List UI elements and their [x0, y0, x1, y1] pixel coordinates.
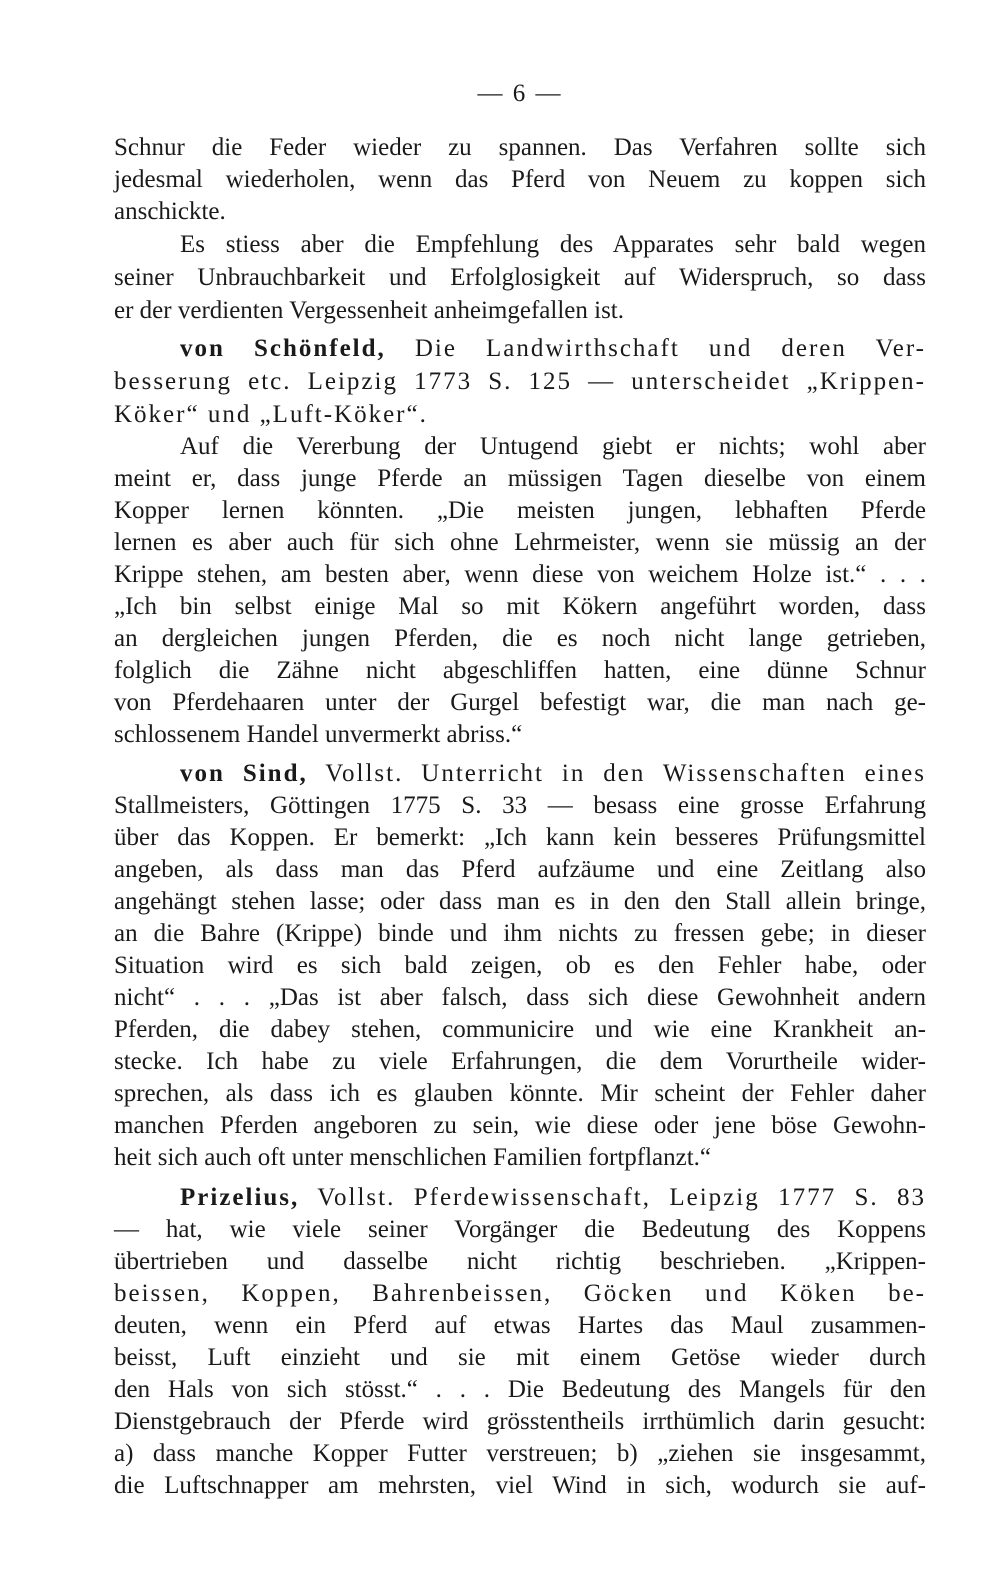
text-line: Situation wird es sich bald zeigen, ob es den Fehler habe, oder [114, 952, 926, 979]
text-line: Pferden, die dabey stehen, communicire und wie eine Krankheit an- [114, 1016, 926, 1043]
text-line: Stallmeisters, Göttingen 1775 S. 33 — besass eine grosse Erfahrung [114, 792, 926, 819]
text-line: seiner Unbrauchbarkeit und Erfolglosigkeit auf Widerspruch, so dass [114, 264, 926, 291]
text-line: übertrieben und dasselbe nicht richtig beschrieben. „Krippen- [114, 1248, 926, 1275]
text-line: „Ich bin selbst einige Mal so mit Kökern angeführt worden, dass [114, 593, 926, 620]
text-line: er der verdienten Vergessenheit anheimgefallen ist. [114, 297, 624, 324]
text-line: nicht“ . . . „Das ist aber falsch, dass sich diese Gewohnheit andern [114, 984, 926, 1011]
text-line: sprechen, als dass ich es glauben könnte. Mir scheint der Fehler daher [114, 1080, 926, 1107]
text-line-author-sind [180, 758, 926, 790]
author-name: von Schönfeld, [180, 335, 386, 362]
text-line: schlossenem Handel unvermerkt abriss.“ [114, 721, 523, 748]
text-line: deuten, wenn ein Pferd auf etwas Hartes das Maul zusammen- [114, 1312, 926, 1339]
text-line: Dienstgebrauch der Pferde wird grösstentheils irrthümlich darin gesucht: [114, 1408, 926, 1435]
citation-text: Die Landwirthschaft und deren Ver- [385, 335, 926, 362]
text-line: über das Koppen. Er bemerkt: „Ich kann kein besseres Prüfungsmittel [114, 824, 926, 851]
text-line: Kopper lernen könnten. „Die meisten jungen, lebhaften Pferde [114, 497, 926, 524]
text-line: lernen es aber auch für sich ohne Lehrmeister, wenn sie müssig an der [114, 529, 926, 556]
page-number: — 6 — [477, 80, 563, 107]
text-line-author-schoenfeld [180, 333, 926, 365]
text-line: anschickte. [114, 198, 226, 225]
text-line: jedesmal wiederholen, wenn das Pferd von Neuem zu koppen sich [114, 166, 926, 193]
text-line: angehängt stehen lasse; oder dass man es in den den Stall allein bringe, [114, 888, 926, 915]
text-line: Auf die Vererbung der Untugend giebt er nichts; wohl aber [180, 433, 926, 460]
text-line: Schnur die Feder wieder zu spannen. Das Verfahren sollte sich [114, 134, 926, 161]
text-line: von Pferdehaaren unter der Gurgel befestigt war, die man nach ge- [114, 689, 926, 716]
text-line: — hat, wie viele seiner Vorgänger die Bedeutung des Koppens [114, 1216, 926, 1243]
author-name: von Sind, [180, 760, 308, 787]
text-line: angeben, als dass man das Pferd aufzäume und eine Zeitlang also [114, 856, 926, 883]
author-name: Prizelius, [180, 1184, 300, 1211]
text-line: heit sich auch oft unter menschlichen Familien fortpflanzt.“ [114, 1144, 712, 1171]
citation-text: Vollst. Unterricht in den Wissenschaften eines [307, 760, 926, 787]
text-line: Es stiess aber die Empfehlung des Apparates sehr bald wegen [180, 231, 926, 258]
text-line-author-prizelius [180, 1182, 926, 1214]
text-line: an dergleichen jungen Pferden, die es noch nicht lange getrieben, [114, 625, 926, 652]
text-line: meint er, dass junge Pferde an müssigen Tagen dieselbe von einem [114, 465, 926, 492]
text-line: folglich die Zähne nicht abgeschliffen hatten, eine dünne Schnur [114, 657, 926, 684]
text-line: den Hals von sich stösst.“ . . . Die Bedeutung des Mangels für den [114, 1376, 926, 1403]
text-line: stecke. Ich habe zu viele Erfahrungen, die dem Vorurtheile wider- [114, 1048, 926, 1075]
text-line: Krippe stehen, am besten aber, wenn diese von weichem Holze ist.“ . . . [114, 561, 926, 588]
citation-text: Vollst. Pferdewissenschaft, Leipzig 1777 S. 83 [299, 1184, 926, 1211]
text-line: manchen Pferden angeboren zu sein, wie diese oder jene böse Gewohn- [114, 1112, 926, 1139]
text-line: beisst, Luft einzieht und sie mit einem Getöse wieder durch [114, 1344, 926, 1371]
text-line: die Luftschnapper am mehrsten, viel Wind in sich, wodurch sie auf- [114, 1472, 926, 1499]
text-line: besserung etc. Leipzig 1773 S. 125 — unterscheidet „Krippen- [114, 368, 926, 395]
text-line: an die Bahre (Krippe) binde und ihm nichts zu fressen gebe; in dieser [114, 920, 926, 947]
text-line: Köker“ und „Luft-Köker“. [114, 401, 428, 428]
text-line: a) dass manche Kopper Futter verstreuen; b) „ziehen sie insgesammt, [114, 1440, 926, 1467]
text-line: beissen, Koppen, Bahrenbeissen, Göcken und Köken be- [114, 1280, 926, 1307]
